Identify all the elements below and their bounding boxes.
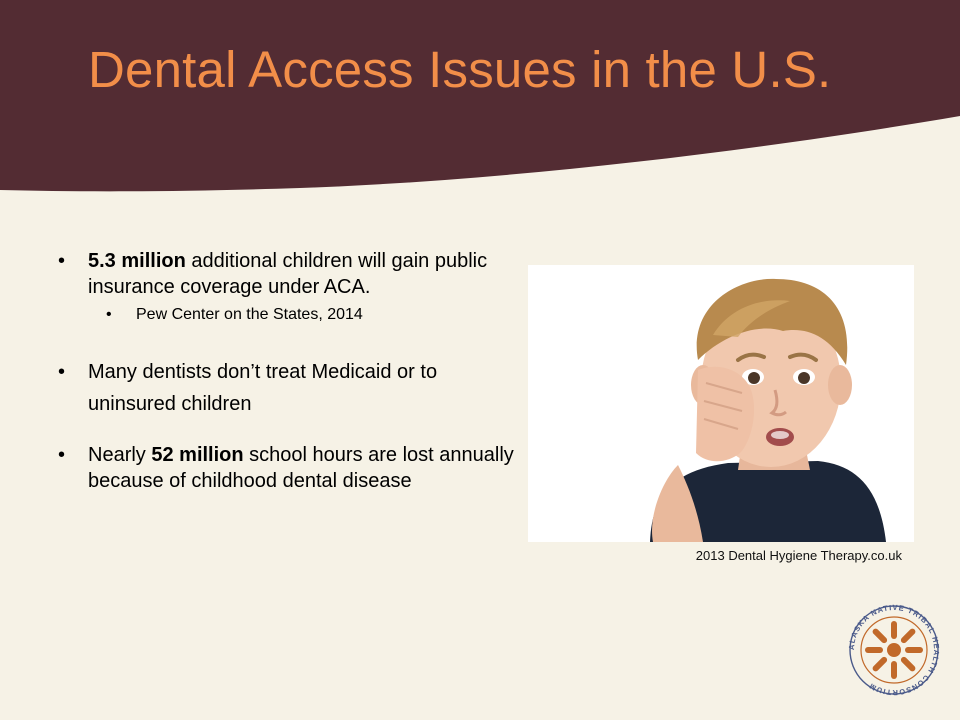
bullet-item bbox=[58, 442, 518, 494]
citation-text: Pew Center on the States, 2014 bbox=[136, 306, 363, 323]
bullet-dot: • bbox=[58, 444, 66, 466]
bullet-text: school hours are lost annually because of childhood dental disease bbox=[88, 444, 514, 492]
bullet-dot: • bbox=[58, 361, 66, 383]
anthc-logo-icon bbox=[846, 602, 942, 698]
bullet-bold-text: 5.3 million bbox=[88, 250, 186, 272]
slide-title: Dental Access Issues in the U.S. bbox=[88, 41, 832, 98]
header-banner bbox=[0, 0, 960, 200]
bullet-item bbox=[58, 248, 518, 300]
bullet-dot: • bbox=[106, 306, 112, 323]
logo-text: ALASKA NATIVE TRIBAL HEALTH CONSORTIUM bbox=[846, 602, 942, 698]
bullet-bold-text: 52 million bbox=[151, 444, 244, 466]
bullet-subitem bbox=[58, 304, 518, 326]
bullet-text: additional children will gain public insurance coverage under ACA. bbox=[88, 250, 488, 298]
bullet-item bbox=[58, 356, 518, 420]
image-credit: 2013 Dental Hygiene Therapy.co.uk bbox=[695, 548, 902, 563]
child-toothache-photo bbox=[528, 265, 914, 542]
bullet-dot: • bbox=[58, 250, 66, 272]
bullet-prefix: Nearly bbox=[88, 444, 152, 466]
bullet-text: Many dentists don’t treat Medicaid or to uninsured children bbox=[88, 361, 438, 415]
bullet-list bbox=[58, 248, 518, 494]
